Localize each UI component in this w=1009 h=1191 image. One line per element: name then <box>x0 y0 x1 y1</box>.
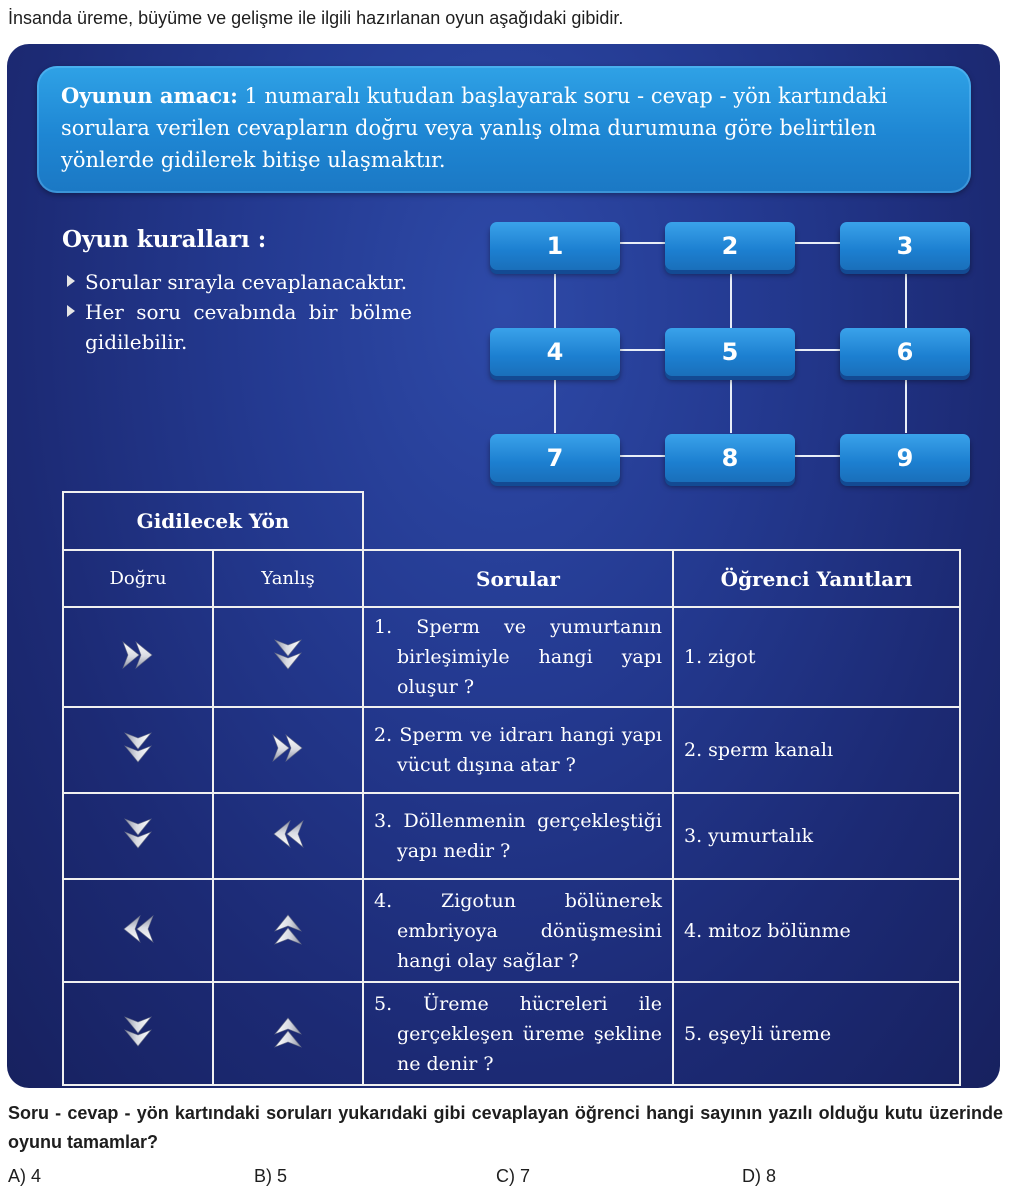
header-questions: Sorular <box>363 550 673 607</box>
header-answers: Öğrenci Yanıtları <box>673 550 960 607</box>
answer-cell: 5. eşeyli üreme <box>673 982 960 1085</box>
answer-cell: 1. zigot <box>673 607 960 707</box>
board-box-5: 5 <box>665 328 795 376</box>
board-connector <box>730 377 732 433</box>
wrong-direction-cell <box>213 607 363 707</box>
double-arrow-down-icon <box>118 1012 158 1056</box>
correct-direction-cell <box>63 707 213 793</box>
double-arrow-up-icon <box>268 1012 308 1056</box>
table-row <box>63 879 960 982</box>
correct-direction-cell <box>63 607 213 707</box>
game-panel <box>7 44 1000 1088</box>
table-row <box>63 793 960 879</box>
board-connector <box>620 242 665 244</box>
board-connector <box>795 455 840 457</box>
question-cell: 1. Sperm ve yumurtanın birleşimiyle hangi yapı oluşur ? <box>363 607 673 707</box>
double-arrow-down-icon <box>268 635 308 679</box>
correct-direction-cell <box>63 879 213 982</box>
double-arrow-right-icon <box>118 635 158 679</box>
board-connector <box>620 455 665 457</box>
rule-item: Her soru cevabında bir bölme gidilebilir. <box>67 297 412 357</box>
double-arrow-down-icon <box>118 814 158 858</box>
triangle-bullet-icon <box>67 305 75 317</box>
answer-cell: 4. mitoz bölünme <box>673 879 960 982</box>
rules-list <box>67 267 412 357</box>
board-connector <box>554 377 556 433</box>
board-box-8: 8 <box>665 434 795 482</box>
correct-direction-cell <box>63 793 213 879</box>
double-arrow-right-icon <box>268 728 308 772</box>
board-box-9: 9 <box>840 434 970 482</box>
wrong-direction-cell <box>213 707 363 793</box>
double-arrow-left-icon <box>118 909 158 953</box>
question-direction-card <box>62 491 961 1086</box>
goal-text: 1 numaralı kutudan başlayarak soru - cevap - yön kartındaki sorulara verilen cevapların doğru veya yanlış olma durumuna göre belirtilen yönlerde gidilerek bitişe ulaşmaktır. <box>61 84 888 172</box>
board-connector <box>730 272 732 328</box>
wrong-direction-cell <box>213 793 363 879</box>
game-goal-box <box>37 66 971 193</box>
game-board <box>490 222 972 490</box>
board-connector <box>554 272 556 328</box>
answer-cell: 3. yumurtalık <box>673 793 960 879</box>
table-row <box>63 607 960 707</box>
board-box-6: 6 <box>840 328 970 376</box>
header-direction: Gidilecek Yön <box>63 492 363 550</box>
question-cell: 5. Üreme hücreleri ile gerçekleşen üreme şekline ne denir ? <box>363 982 673 1085</box>
question-cell: 4. Zigotun bölünerek embriyoya dönüşmesini hangi olay sağlar ? <box>363 879 673 982</box>
board-connector <box>905 272 907 328</box>
wrong-direction-cell <box>213 982 363 1085</box>
board-connector <box>795 349 840 351</box>
board-box-4: 4 <box>490 328 620 376</box>
goal-label: Oyunun amacı: <box>61 83 238 108</box>
board-box-1: 1 <box>490 222 620 270</box>
wrong-direction-cell <box>213 879 363 982</box>
answer-cell: 2. sperm kanalı <box>673 707 960 793</box>
double-arrow-left-icon <box>268 814 308 858</box>
question-cell: 3. Döllenmenin gerçekleştiği yapı nedir ? <box>363 793 673 879</box>
board-connector <box>905 377 907 433</box>
header-correct: Doğru <box>63 550 213 607</box>
header-wrong: Yanlış <box>213 550 363 607</box>
board-box-7: 7 <box>490 434 620 482</box>
choice-d[interactable]: D) 8 <box>742 1166 777 1186</box>
rule-item: Sorular sırayla cevaplanacaktır. <box>67 267 412 297</box>
double-arrow-up-icon <box>268 909 308 953</box>
table-row <box>63 707 960 793</box>
board-connector <box>795 242 840 244</box>
board-box-3: 3 <box>840 222 970 270</box>
board-box-2: 2 <box>665 222 795 270</box>
question-text: Soru - cevap - yön kartındaki soruları yukarıdaki gibi cevaplayan öğrenci hangi sayının yazılı olduğu kutu üzerinde oyunu tamamlar? <box>8 1103 1003 1152</box>
board-connector <box>620 349 665 351</box>
choice-b[interactable]: B) 5 <box>254 1166 288 1186</box>
intro-text: İnsanda üreme, büyüme ve gelişme ile ilgili hazırlanan oyun aşağıdaki gibidir. <box>8 8 624 28</box>
table-row <box>63 982 960 1085</box>
triangle-bullet-icon <box>67 275 75 287</box>
choice-a[interactable]: A) 4 <box>8 1166 42 1186</box>
choice-c[interactable]: C) 7 <box>496 1166 531 1186</box>
rules-title: Oyun kuralları : <box>62 226 267 253</box>
question-cell: 2. Sperm ve idrarı hangi yapı vücut dışına atar ? <box>363 707 673 793</box>
double-arrow-down-icon <box>118 728 158 772</box>
correct-direction-cell <box>63 982 213 1085</box>
